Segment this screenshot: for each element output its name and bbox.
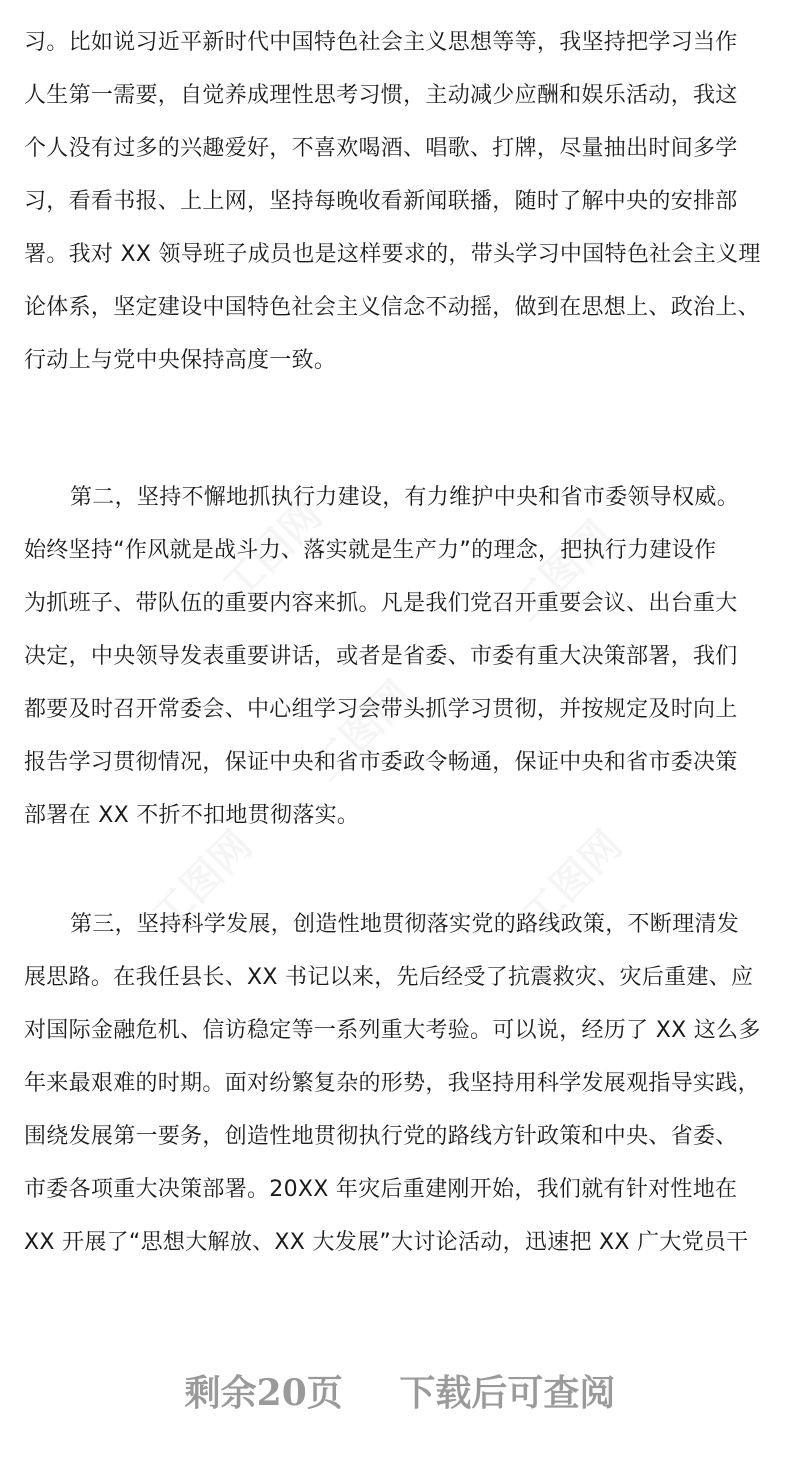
text-line: 对国际金融危机、信访稳定等一系列重大考验。可以说，经历了 XX 这么多	[24, 1018, 761, 1043]
watermark: 工图网	[503, 512, 622, 630]
download-hint-label: 下载后可查阅	[399, 1372, 616, 1414]
text-line: 第三，坚持科学发展，创造性地贯彻落实党的路线政策，不断理清发	[70, 912, 740, 937]
text-line: 个人没有过多的兴趣爱好，不喜欢喝酒、唱歌、打牌，尽量抽出时间多学	[24, 136, 738, 161]
remaining-pages-label: 剩余20页	[184, 1372, 343, 1414]
text-line: 市委各项重大决策部署。20XX 年灾后重建刚开始，我们就有针对性地在	[24, 1177, 738, 1202]
text-line: 为抓班子、带队伍的重要内容来抓。凡是我们党召开重要会议、出台重大	[24, 591, 738, 616]
text-line: 围绕发展第一要务，创造性地贯彻执行党的路线方针政策和中央、省委、	[24, 1124, 738, 1149]
watermark: 工图网	[303, 672, 422, 790]
watermark: 工图网	[143, 822, 262, 940]
text-line: 习。比如说习近平新时代中国特色社会主义思想等等，我坚持把学习当作	[24, 30, 738, 55]
paragraph-3	[24, 898, 780, 1269]
text-line: 第二，坚持不懈地抓执行力建设，有力维护中央和省市委领导权威。	[70, 485, 740, 510]
text-line: 部署在 XX 不折不扣地贯彻落实。	[24, 803, 360, 828]
text-line: 始终坚持“作风就是战斗力、落实就是生产力”的理念，把执行力建设作	[24, 538, 717, 563]
text-line: 年来最艰难的时期。面对纷繁复杂的形势，我坚持用科学发展观指导实践，	[24, 1071, 760, 1096]
paragraph-2	[24, 471, 780, 842]
text-line: 决定，中央领导发表重要讲话，或者是省委、市委有重大决策部署，我们	[24, 644, 738, 669]
watermark: 工图网	[213, 492, 332, 610]
text-line: 报告学习贯彻情况，保证中央和省市委政令畅通，保证中央和省市委决策	[24, 750, 738, 775]
paragraph-1	[24, 16, 780, 387]
text-line: 论体系，坚定建设中国特色社会主义信念不动摇，做到在思想上、政治上、	[24, 295, 760, 320]
text-line: 人生第一需要，自觉养成理性思考习惯，主动减少应酬和娱乐活动，我这	[24, 83, 738, 108]
text-line: 展思路。在我任县长、XX 书记以来，先后经受了抗震救灾、灾后重建、应	[24, 965, 754, 990]
text-line: 习，看看书报、上上网，坚持每晚收看新闻联播，随时了解中央的安排部	[24, 189, 738, 214]
text-line: XX 开展了“思想大解放、XX 大发展”大讨论活动，迅速把 XX 广大党员干	[24, 1230, 749, 1255]
download-prompt-banner[interactable]	[0, 1358, 800, 1428]
text-line: 行动上与党中央保持高度一致。	[24, 348, 337, 373]
watermark: 工图网	[513, 822, 632, 940]
text-line: 署。我对 XX 领导班子成员也是这样要求的，带头学习中国特色社会主义理	[24, 242, 761, 267]
text-line: 都要及时召开常委会、中心组学习会带头抓学习贯彻，并按规定及时向上	[24, 697, 738, 722]
